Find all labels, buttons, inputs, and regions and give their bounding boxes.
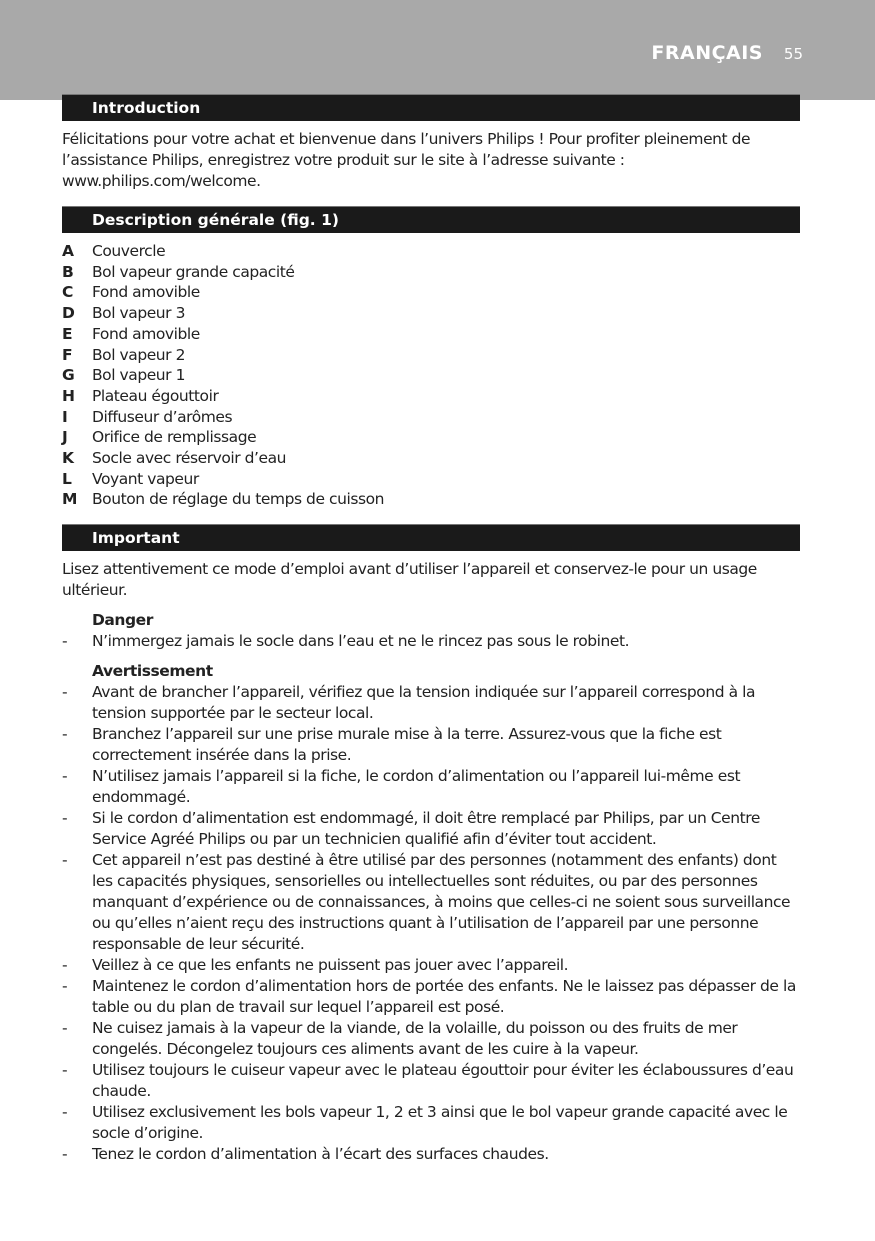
part-label: Socle avec réservoir d’eau xyxy=(92,449,287,468)
bullet-dash: - xyxy=(62,683,68,702)
bullet-dash: - xyxy=(62,1061,68,1080)
part-letter: E xyxy=(62,324,73,343)
list-item xyxy=(62,324,800,345)
section-heading-description: Description générale (fig. 1) xyxy=(62,206,800,233)
list-item-text: Cet appareil n’est pas destiné à être utilisé par des personnes (notamment des enfants) dont les capacités physiques, sensorielles ou intellectuelles sont réduites, ou par des personnes manquant d’expérience ou de connaissances, à moins que celles-ci ne soient sous surveillance ou qu’elles n’aient reçu des instructions quant à l’utilisation de l’appareil par une personne responsable de leur sécurité. xyxy=(92,851,791,954)
warning-list xyxy=(62,682,800,1165)
list-item xyxy=(62,303,800,324)
introduction-paragraph: Félicitations pour votre achat et bienvenue dans l’univers Philips ! Pour profiter pleinement de l’assistance Philips, enregistrez votre produit sur le site à l’adresse suivante : www.philips.com/welcome. xyxy=(62,130,751,190)
part-letter: C xyxy=(62,283,73,302)
part-letter: K xyxy=(62,449,74,468)
part-letter: G xyxy=(62,366,75,385)
part-label: Orifice de remplissage xyxy=(92,428,257,447)
bullet-dash: - xyxy=(62,956,68,975)
bullet-dash: - xyxy=(62,767,68,786)
part-letter: J xyxy=(62,428,68,447)
page-number: 55 xyxy=(783,45,803,63)
list-item-text: Si le cordon d’alimentation est endommagé, il doit être remplacé par Philips, par un Centre Service Agréé Philips ou par un technicien qualifié afin d’éviter tout accident. xyxy=(92,809,760,849)
list-item xyxy=(62,976,800,1018)
list-item xyxy=(62,282,800,303)
bullet-dash: - xyxy=(62,632,68,651)
part-letter: M xyxy=(62,490,77,509)
part-label: Fond amovible xyxy=(92,324,200,343)
part-letter: H xyxy=(62,386,75,405)
list-item xyxy=(62,955,800,976)
list-item xyxy=(62,448,800,469)
bullet-dash: - xyxy=(62,1145,68,1164)
bullet-dash: - xyxy=(62,1019,68,1038)
list-item-text: N’utilisez jamais l’appareil si la fiche, le cordon d’alimentation ou l’appareil lui-même est endommagé. xyxy=(92,767,741,807)
part-label: Bouton de réglage du temps de cuisson xyxy=(92,490,384,509)
list-item-text: Branchez l’appareil sur une prise murale mise à la terre. Assurez-vous que la fiche est correctement insérée dans la prise. xyxy=(92,725,722,765)
bullet-dash: - xyxy=(62,851,68,870)
warning-heading: Avertissement xyxy=(92,662,213,681)
list-item xyxy=(62,407,800,428)
danger-list xyxy=(62,631,800,652)
page-content xyxy=(62,94,800,1165)
list-item xyxy=(62,766,800,808)
part-label: Couvercle xyxy=(92,242,166,260)
part-label: Diffuseur d’arômes xyxy=(92,407,233,426)
list-item xyxy=(62,365,800,386)
list-item-text: Tenez le cordon d’alimentation à l’écart des surfaces chaudes. xyxy=(92,1145,549,1164)
language-title: FRANÇAIS xyxy=(651,42,763,64)
list-item xyxy=(62,489,800,510)
part-label: Bol vapeur 2 xyxy=(92,345,185,364)
part-letter: B xyxy=(62,262,74,281)
list-item-text: N’immergez jamais le socle dans l’eau et ne le rincez pas sous le robinet. xyxy=(92,632,630,651)
part-letter: A xyxy=(62,242,74,260)
part-letter: L xyxy=(62,469,72,488)
section-heading-important: Important xyxy=(62,524,800,551)
list-item xyxy=(62,1144,800,1165)
part-letter: I xyxy=(62,407,68,426)
part-label: Bol vapeur 1 xyxy=(92,366,185,385)
list-item xyxy=(62,469,800,490)
list-item-text: Utilisez toujours le cuiseur vapeur avec le plateau égouttoir pour éviter les éclaboussures d’eau chaude. xyxy=(92,1061,794,1101)
list-item xyxy=(62,808,800,850)
list-item xyxy=(62,631,800,652)
list-item xyxy=(62,1060,800,1102)
section-heading-introduction: Introduction xyxy=(62,94,800,121)
bullet-dash: - xyxy=(62,809,68,828)
list-item-text: Maintenez le cordon d’alimentation hors de portée des enfants. Ne le laissez pas dépasser de la table ou du plan de travail sur lequel l’appareil est posé. xyxy=(92,977,796,1017)
part-label: Voyant vapeur xyxy=(92,469,199,488)
list-item xyxy=(62,1018,800,1060)
list-item xyxy=(62,682,800,724)
part-label: Fond amovible xyxy=(92,283,200,302)
part-label: Bol vapeur 3 xyxy=(92,304,185,323)
list-item xyxy=(62,386,800,407)
bullet-dash: - xyxy=(62,725,68,744)
list-item-text: Ne cuisez jamais à la vapeur de la viande, de la volaille, du poisson ou des fruits de mer congelés. Décongelez toujours ces aliments avant de les cuire à la vapeur. xyxy=(92,1019,738,1059)
bullet-dash: - xyxy=(62,1103,68,1122)
list-item xyxy=(62,1102,800,1144)
list-item xyxy=(62,724,800,766)
list-item xyxy=(62,427,800,448)
list-item-text: Avant de brancher l’appareil, vérifiez que la tension indiquée sur l’appareil correspond à la tension supportée par le secteur local. xyxy=(92,683,756,723)
list-item-text: Utilisez exclusivement les bols vapeur 1, 2 et 3 ainsi que le bol vapeur grande capacité avec le socle d’origine. xyxy=(92,1103,788,1143)
part-label: Bol vapeur grande capacité xyxy=(92,262,295,281)
part-label: Plateau égouttoir xyxy=(92,386,219,405)
list-item xyxy=(62,241,800,262)
important-paragraph: Lisez attentivement ce mode d’emploi avant d’utiliser l’appareil et conservez-le pour un usage ultérieur. xyxy=(62,560,757,600)
parts-list xyxy=(62,241,800,510)
part-letter: D xyxy=(62,304,75,323)
list-item-text: Veillez à ce que les enfants ne puissent pas jouer avec l’appareil. xyxy=(92,956,569,975)
part-letter: F xyxy=(62,345,73,364)
list-item xyxy=(62,345,800,366)
danger-heading: Danger xyxy=(92,611,153,630)
list-item xyxy=(62,262,800,283)
bullet-dash: - xyxy=(62,977,68,996)
list-item xyxy=(62,850,800,955)
